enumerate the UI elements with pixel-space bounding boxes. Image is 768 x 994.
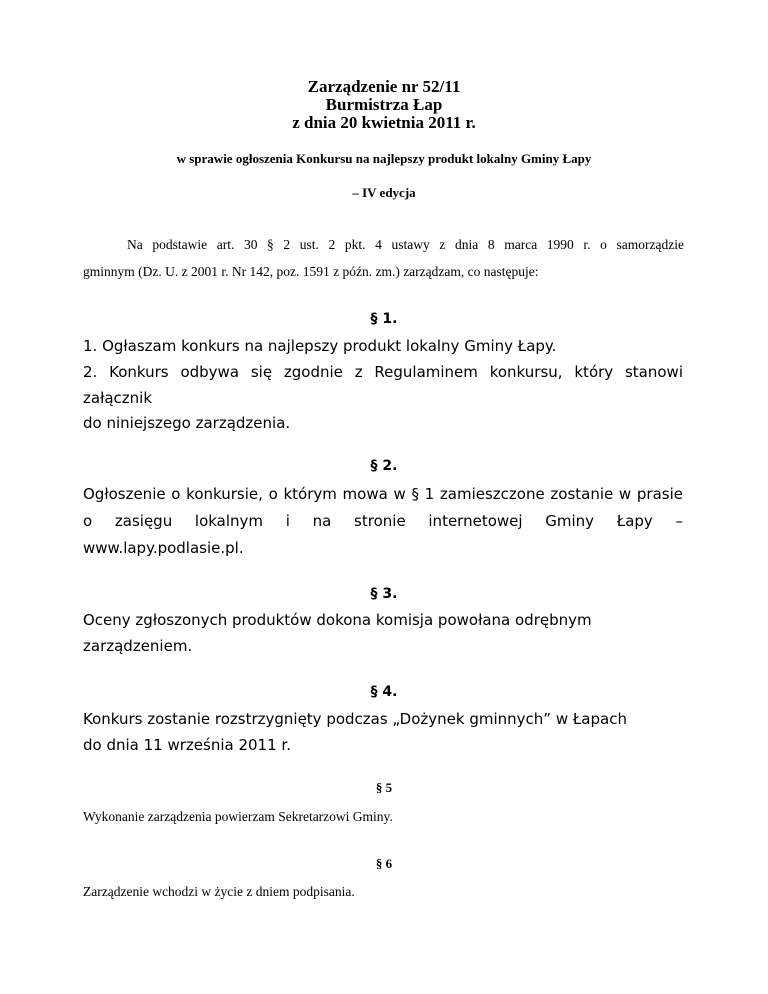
section-1-item-2 (83, 359, 683, 411)
section-3-line-1: Oceny zgłoszonych produktów dokona komisja powołana odrębnym (83, 611, 592, 629)
section-4-heading: § 4. (370, 684, 398, 700)
document-title-line-2: Burmistrza Łap (325, 95, 443, 114)
preamble-line-1: Na podstawie art. 30 § 2 ust. 2 pkt. 4 ustawy z dnia 8 marca 1990 r. o samorządzie (127, 237, 684, 252)
document-title-line-3: z dnia 20 kwietnia 2011 r. (292, 113, 476, 132)
section-1-item-1: 1. Ogłaszam konkurs na najlepszy produkt lokalny Gminy Łapy. (83, 337, 557, 355)
section-1-item-2-text: 2. Konkurs odbywa się zgodnie z Regulaminem konkursu, który stanowi załącznik (83, 363, 683, 407)
section-6-heading: § 6 (375, 856, 393, 871)
document-edition: – IV edycja (352, 185, 416, 200)
section-4-line-1: Konkurs zostanie rozstrzygnięty podczas „Dożynek gminnych” w Łapach (83, 710, 627, 728)
document-subject: w sprawie ogłoszenia Konkursu na najlepszy produkt lokalny Gminy Łapy (176, 151, 592, 166)
section-1-item-2-continued: do niniejszego zarządzenia. (83, 414, 291, 432)
section-5-heading: § 5 (375, 780, 393, 795)
section-6-text: Zarządzenie wchodzi w życie z dniem podpisania. (83, 884, 355, 899)
section-3-line-2: zarządzeniem. (83, 637, 193, 655)
section-2-heading: § 2. (370, 458, 398, 474)
document-title-line-1: Zarządzenie nr 52/11 (307, 77, 461, 96)
section-4-line-2: do dnia 11 września 2011 r. (83, 736, 291, 754)
preamble-line-2: gminnym (Dz. U. z 2001 r. Nr 142, poz. 1591 z późn. zm.) zarządzam, co następuje: (83, 264, 539, 279)
section-1-heading: § 1. (370, 311, 398, 327)
section-5-text: Wykonanie zarządzenia powierzam Sekretarzowi Gminy. (83, 809, 393, 824)
section-2-text: Ogłoszenie o konkursie, o którym mowa w § 1 zamieszczone zostanie w prasie o zasięgu lokalnym i na stronie internetowej Gminy Łapy – www.lapy.podlasie.pl. (83, 485, 683, 557)
section-3-heading: § 3. (370, 586, 398, 602)
